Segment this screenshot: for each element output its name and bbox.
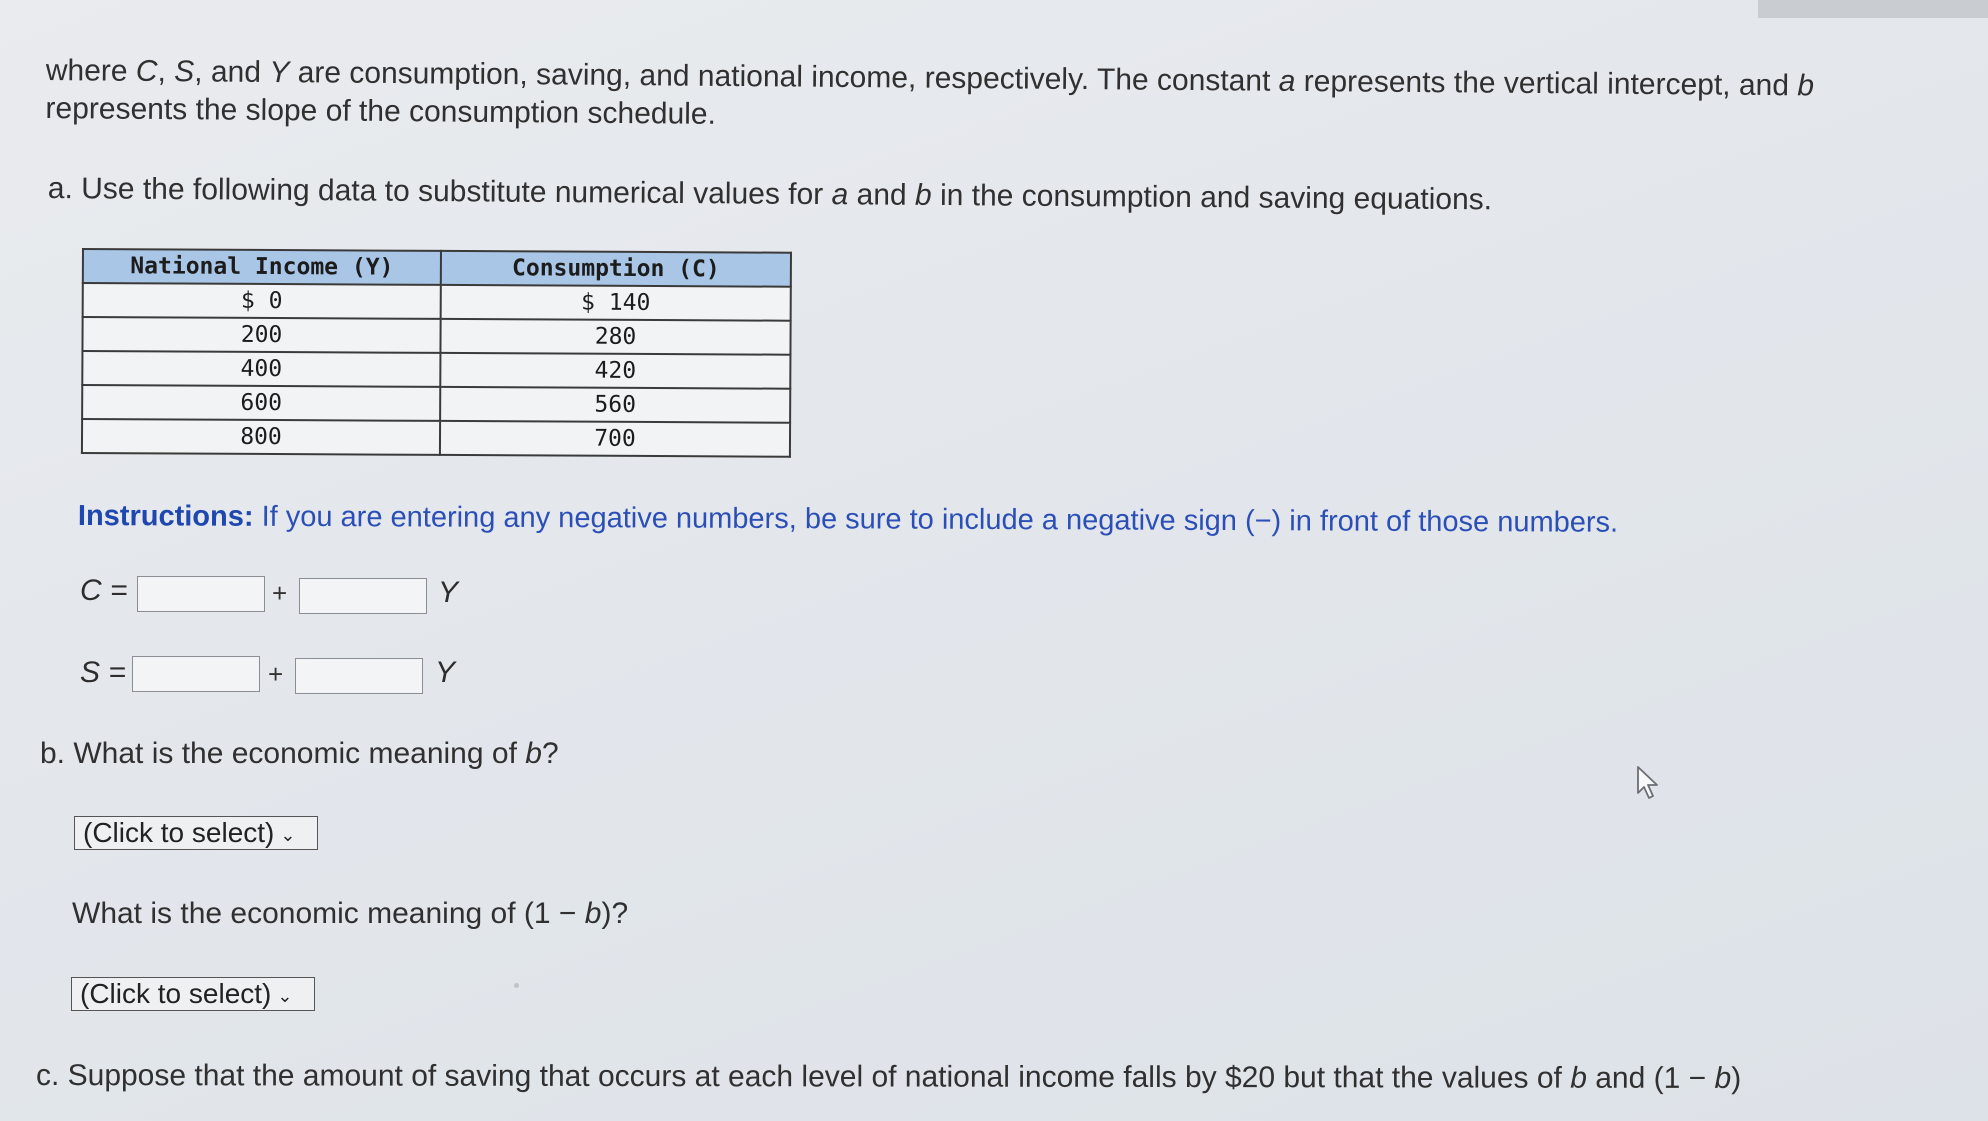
question-a-text: and bbox=[848, 178, 916, 212]
income-consumption-table bbox=[81, 248, 792, 458]
question-c bbox=[36, 1057, 1741, 1098]
table-row bbox=[82, 385, 790, 423]
question-b2-text: )? bbox=[601, 897, 629, 930]
question-c-var-b: b bbox=[1570, 1061, 1587, 1095]
intro-var-a: a bbox=[1278, 64, 1296, 98]
saving-intercept-input[interactable] bbox=[132, 656, 260, 692]
table-header-income: National Income (Y) bbox=[83, 249, 441, 285]
consumption-y-label: Y bbox=[438, 576, 459, 609]
table-row bbox=[82, 419, 790, 457]
meaning-of-one-minus-b-dropdown[interactable] bbox=[71, 977, 315, 1011]
table-cell-consumption: 420 bbox=[440, 353, 790, 389]
instructions-label: Instructions: bbox=[77, 499, 254, 533]
chevron-down-icon: ⌄ bbox=[277, 985, 293, 1006]
question-b-text: b. What is the economic meaning of bbox=[40, 737, 526, 770]
table-header-consumption: Consumption (C) bbox=[441, 251, 791, 287]
question-a-text: a. Use the following data to substitute numerical values for bbox=[47, 171, 832, 212]
instructions-text: If you are entering any negative numbers, be sure to include a negative sign (−) in front of those numbers. bbox=[253, 500, 1619, 539]
saving-plus-sign: + bbox=[268, 659, 284, 689]
question-b-part2 bbox=[72, 895, 628, 933]
table-cell-consumption: $ 140 bbox=[441, 285, 791, 321]
meaning-of-one-minus-b-dropdown-label: (Click to select) bbox=[80, 978, 272, 1009]
intro-var-b: b bbox=[1797, 69, 1815, 103]
table-row bbox=[82, 351, 790, 389]
top-corner-bar bbox=[1758, 0, 1988, 18]
table-cell-income: 600 bbox=[82, 385, 440, 421]
question-b2-text: What is the economic meaning of (1 − bbox=[72, 897, 585, 930]
question-a bbox=[48, 170, 1493, 219]
saving-y-label: Y bbox=[435, 656, 456, 689]
intro-text: where bbox=[45, 53, 137, 88]
question-a-var-b: b bbox=[914, 178, 932, 212]
meaning-of-b-dropdown[interactable] bbox=[74, 816, 318, 850]
table-cell-consumption: 700 bbox=[440, 421, 790, 457]
question-b2-var-b: b bbox=[584, 897, 602, 930]
table-cell-income: 400 bbox=[82, 351, 440, 387]
intro-text: represents the vertical intercept, and bbox=[1295, 64, 1798, 103]
question-c-text: ) bbox=[1731, 1061, 1742, 1095]
intro-text: represents the slope of the consumption schedule. bbox=[45, 91, 717, 131]
saving-equation-label: S = bbox=[80, 656, 126, 689]
consumption-plus-sign: + bbox=[272, 578, 288, 608]
screen-speck bbox=[514, 983, 519, 988]
question-a-text: in the consumption and saving equations. bbox=[931, 178, 1493, 217]
table-cell-income: 200 bbox=[82, 317, 440, 353]
table-row bbox=[82, 317, 790, 355]
mouse-pointer-icon bbox=[1635, 765, 1665, 801]
saving-slope-input[interactable] bbox=[295, 658, 423, 694]
meaning-of-b-dropdown-label: (Click to select) bbox=[83, 817, 275, 848]
question-b-text: ? bbox=[541, 737, 559, 770]
intro-text: are consumption, saving, and national income, respectively. The constant bbox=[289, 56, 1279, 98]
chevron-down-icon: ⌄ bbox=[280, 824, 296, 845]
table-header-row bbox=[83, 249, 791, 287]
instructions-note bbox=[78, 498, 1618, 541]
intro-sep: , bbox=[157, 54, 175, 89]
question-b bbox=[40, 735, 559, 773]
intro-var-y: Y bbox=[269, 55, 290, 90]
question-c-text: and (1 − bbox=[1586, 1061, 1715, 1095]
consumption-intercept-input[interactable] bbox=[137, 576, 265, 612]
intro-paragraph bbox=[45, 52, 1946, 145]
table-cell-consumption: 280 bbox=[440, 319, 790, 355]
intro-sep: , and bbox=[194, 55, 270, 89]
consumption-equation-label: C = bbox=[80, 574, 128, 607]
intro-var-s: S bbox=[174, 55, 195, 89]
table-cell-consumption: 560 bbox=[440, 387, 790, 423]
intro-var-c: C bbox=[135, 54, 158, 88]
table-row bbox=[83, 283, 791, 321]
table-cell-income: $ 0 bbox=[83, 283, 441, 319]
question-a-var-a: a bbox=[831, 178, 849, 212]
question-c-text: c. Suppose that the amount of saving that occurs at each level of national income falls by $20 but that the values of bbox=[35, 1059, 1571, 1095]
question-b-var-b: b bbox=[525, 737, 542, 770]
table-cell-income: 800 bbox=[82, 419, 440, 455]
consumption-slope-input[interactable] bbox=[299, 578, 427, 614]
question-c-var-b: b bbox=[1714, 1061, 1732, 1095]
